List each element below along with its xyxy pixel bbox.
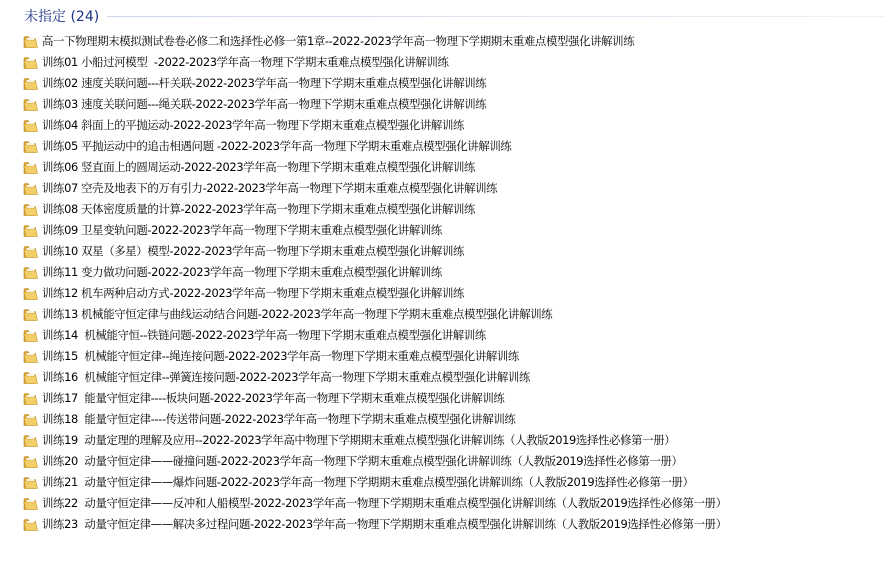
folder-item[interactable]: [20, 303, 880, 324]
folder-icon: [23, 391, 39, 405]
folder-item[interactable]: [20, 387, 880, 408]
folder-label: 训练10 双星（多星）模型-2022-2023学年高一物理下学期末重难点模型强化讲解训练: [42, 243, 465, 258]
folder-icon: [23, 223, 39, 237]
folder-icon: [23, 76, 39, 90]
folder-icon: [23, 286, 39, 300]
folder-label: 训练19 动量定理的理解及应用--2022-2023学年高中物理下学期期末重难点模型强化讲解训练（人教版2019选择性必修第一册）: [42, 432, 676, 447]
folder-label: 训练04 斜面上的平抛运动-2022-2023学年高一物理下学期末重难点模型强化讲解训练: [42, 117, 465, 132]
folder-item[interactable]: [20, 72, 880, 93]
folder-label: 训练09 卫星变轨问题-2022-2023学年高一物理下学期末重难点模型强化讲解训练: [42, 222, 442, 237]
folder-label: 训练22 动量守恒定律——反冲和人船模型-2022-2023学年高一物理下学期期末重难点模型强化讲解训练（人教版2019选择性必修第一册）: [42, 495, 727, 510]
folder-label: 训练07 空壳及地表下的万有引力-2022-2023学年高一物理下学期末重难点模型强化讲解训练: [42, 180, 498, 195]
folder-icon: [23, 244, 39, 258]
folder-label: 高一下物理期末模拟测试卷卷必修二和选择性必修一第1章--2022-2023学年高一物理下学期期末重难点模型强化讲解训练: [42, 33, 635, 48]
folder-icon: [23, 181, 39, 195]
folder-label: 训练08 天体密度质量的计算-2022-2023学年高一物理下学期末重难点模型强化讲解训练: [42, 201, 476, 216]
folder-label: 训练14 机械能守恒--铁链问题-2022-2023学年高一物理下学期末重难点模型强化讲解训练: [42, 327, 486, 342]
folder-label: 训练23 动量守恒定律——解决多过程问题-2022-2023学年高一物理下学期期末重难点模型强化讲解训练（人教版2019选择性必修第一册）: [42, 516, 727, 531]
group-title[interactable]: 未指定 (24): [24, 9, 100, 25]
folder-item[interactable]: [20, 345, 880, 366]
folder-label: 训练11 变力做功问题-2022-2023学年高一物理下学期末重难点模型强化讲解训练: [42, 264, 442, 279]
folder-icon: [23, 97, 39, 111]
folder-item[interactable]: [20, 135, 880, 156]
folder-icon: [23, 517, 39, 531]
group-header[interactable]: [24, 6, 884, 26]
folder-item[interactable]: [20, 177, 880, 198]
folder-item[interactable]: [20, 30, 880, 51]
folder-list: [20, 30, 880, 534]
folder-label: 训练02 速度关联问题---杆关联-2022-2023学年高一物理下学期末重难点模型强化讲解训练: [42, 75, 487, 90]
folder-label: 训练12 机车两种启动方式-2022-2023学年高一物理下学期末重难点模型强化讲解训练: [42, 285, 465, 300]
folder-item[interactable]: [20, 261, 880, 282]
folder-icon: [23, 139, 39, 153]
folder-label: 训练16 机械能守恒定律--弹簧连接问题-2022-2023学年高一物理下学期末重难点模型强化讲解训练: [42, 369, 531, 384]
folder-icon: [23, 475, 39, 489]
folder-label: 训练20 动量守恒定律——碰撞问题-2022-2023学年高一物理下学期末重难点模型强化讲解训练（人教版2019选择性必修第一册）: [42, 453, 683, 468]
group-divider: [107, 16, 884, 17]
folder-label: 训练03 速度关联问题---绳关联-2022-2023学年高一物理下学期末重难点模型强化讲解训练: [42, 96, 487, 111]
folder-icon: [23, 433, 39, 447]
folder-icon: [23, 55, 39, 69]
folder-icon: [23, 370, 39, 384]
folder-item[interactable]: [20, 492, 880, 513]
folder-item[interactable]: [20, 198, 880, 219]
folder-icon: [23, 328, 39, 342]
folder-icon: [23, 349, 39, 363]
folder-icon: [23, 412, 39, 426]
folder-icon: [23, 202, 39, 216]
folder-label: 训练06 竖直面上的圆周运动-2022-2023学年高一物理下学期末重难点模型强化讲解训练: [42, 159, 476, 174]
folder-label: 训练21 动量守恒定律——爆炸问题-2022-2023学年高一物理下学期期末重难点模型强化讲解训练（人教版2019选择性必修第一册）: [42, 474, 694, 489]
folder-item[interactable]: [20, 219, 880, 240]
folder-label: 训练13 机械能守恒定律与曲线运动结合问题-2022-2023学年高一物理下学期末重难点模型强化讲解训练: [42, 306, 553, 321]
folder-icon: [23, 34, 39, 48]
folder-icon: [23, 118, 39, 132]
folder-label: 训练17 能量守恒定律----板块问题-2022-2023学年高一物理下学期末重难点模型强化讲解训练: [42, 390, 505, 405]
folder-item[interactable]: [20, 450, 880, 471]
folder-item[interactable]: [20, 114, 880, 135]
folder-item[interactable]: [20, 93, 880, 114]
folder-icon: [23, 307, 39, 321]
folder-label: 训练01 小船过河模型 -2022-2023学年高一物理下学期末重难点模型强化讲解训练: [42, 54, 449, 69]
folder-item[interactable]: [20, 240, 880, 261]
folder-item[interactable]: [20, 513, 880, 534]
folder-item[interactable]: [20, 324, 880, 345]
folder-icon: [23, 496, 39, 510]
folder-icon: [23, 265, 39, 279]
folder-item[interactable]: [20, 471, 880, 492]
folder-item[interactable]: [20, 51, 880, 72]
folder-item[interactable]: [20, 282, 880, 303]
folder-item[interactable]: [20, 156, 880, 177]
folder-item[interactable]: [20, 429, 880, 450]
folder-icon: [23, 160, 39, 174]
folder-item[interactable]: [20, 408, 880, 429]
folder-label: 训练05 平抛运动中的追击相遇问题 -2022-2023学年高一物理下学期末重难点模型强化讲解训练: [42, 138, 512, 153]
folder-label: 训练18 能量守恒定律----传送带问题-2022-2023学年高一物理下学期末重难点模型强化讲解训练: [42, 411, 516, 426]
folder-item[interactable]: [20, 366, 880, 387]
folder-icon: [23, 454, 39, 468]
folder-label: 训练15 机械能守恒定律--绳连接问题-2022-2023学年高一物理下学期末重难点模型强化讲解训练: [42, 348, 519, 363]
